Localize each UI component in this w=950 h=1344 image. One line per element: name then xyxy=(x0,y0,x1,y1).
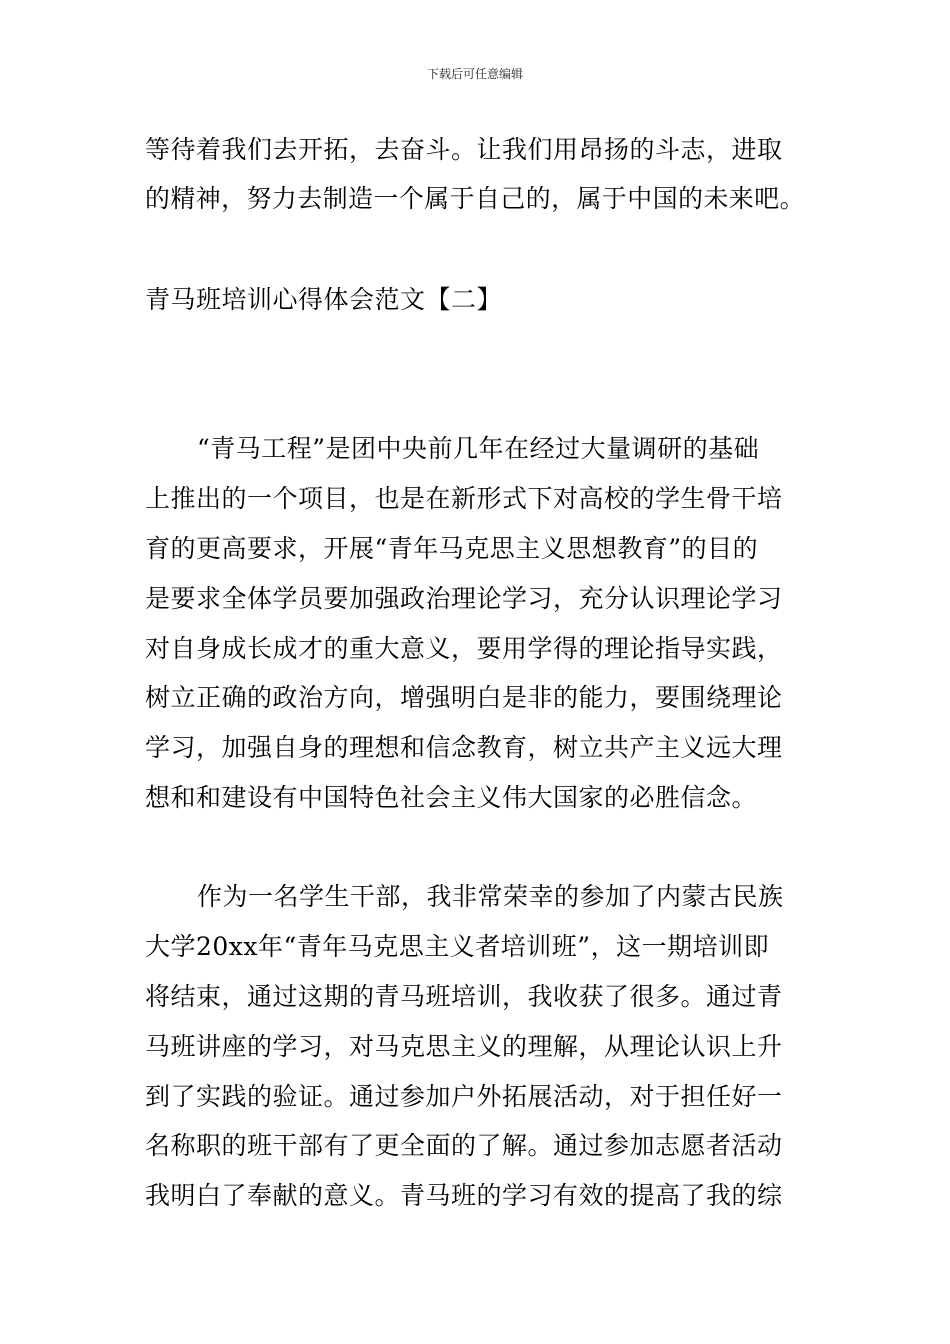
page-header: 下载后可任意编辑 xyxy=(426,67,523,81)
text-line: 我明白了奉献的意义。青马班的学习有效的提高了我的综 xyxy=(145,1181,783,1210)
text-line: “青马工程”是团中央前几年在经过大量调研的基础 xyxy=(197,434,760,463)
text-line: 大学20xx年“青年马克思主义者培训班”，这一期培训即 xyxy=(145,932,770,961)
text-line: 名称职的班干部有了更全面的了解。通过参加志愿者活动 xyxy=(145,1131,783,1160)
text-line: 马班讲座的学习，对马克思主义的理解，从理论认识上升 xyxy=(145,1032,783,1061)
text-line: 到了实践的验证。通过参加户外拓展活动，对于担任好一 xyxy=(145,1082,783,1111)
text-line: 对自身成长成才的重大意义，要用学得的理论指导实践， xyxy=(145,634,783,663)
section-title: 青马班培训心得体会范文【二】 xyxy=(145,285,503,314)
text-line: 将结束，通过这期的青马班培训，我收获了很多。通过青 xyxy=(145,982,783,1011)
text-line: 树立正确的政治方向，增强明白是非的能力，要围绕理论 xyxy=(145,683,783,712)
text-line: 的精神，努力去制造一个属于自己的，属于中国的未来吧。 xyxy=(145,184,806,213)
text-line: 想和和建设有中国特色社会主义伟大国家的必胜信念。 xyxy=(145,783,758,812)
text-line: 学习，加强自身的理想和信念教育，树立共产主义远大理 xyxy=(145,733,783,762)
text-line: 等待着我们去开拓，去奋斗。让我们用昂扬的斗志，进取 xyxy=(145,135,783,164)
text-line: 是要求全体学员要加强政治理论学习，充分认识理论学习 xyxy=(145,584,783,613)
text-line: 育的更高要求，开展“青年马克思主义思想教育”的目的 xyxy=(145,534,759,563)
text-line: 作为一名学生干部，我非常荣幸的参加了内蒙古民族 xyxy=(197,882,784,911)
text-line: 上推出的一个项目，也是在新形式下对高校的学生骨干培 xyxy=(145,484,783,513)
